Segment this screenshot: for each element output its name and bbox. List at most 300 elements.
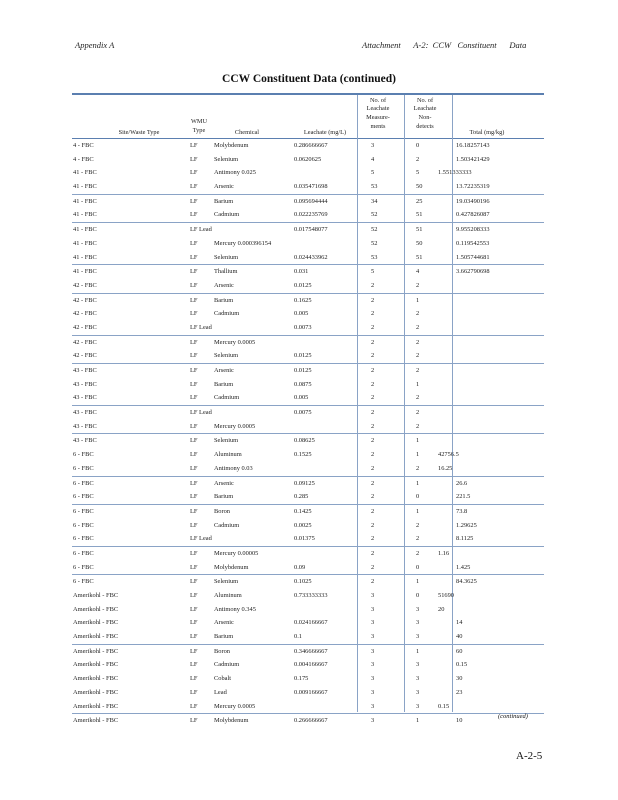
table-row	[72, 672, 544, 686]
chemical-cell: Mercury 0.00005	[214, 549, 259, 557]
nondetects-cell: 3	[416, 688, 420, 696]
leachate-cell: 0.09	[294, 563, 306, 571]
total-cell: 0.15	[438, 702, 450, 710]
measurements-cell: 3	[371, 592, 375, 599]
measurements-cell: 2	[371, 464, 375, 472]
wmu-cell: LF	[190, 702, 198, 710]
wmu-cell: LF	[190, 268, 198, 276]
wmu-cell: LF	[190, 239, 198, 247]
table-row	[72, 476, 544, 491]
leachate-cell: 0.0620625	[294, 155, 322, 163]
measurements-cell: 3	[371, 702, 375, 710]
leachate-cell: 0.266666667	[294, 717, 328, 725]
nondetects-cell: 3	[416, 633, 420, 641]
total-cell: 8.1125	[456, 535, 474, 543]
leachate-cell: 0.01375	[294, 535, 315, 543]
measurements-cell: 2	[371, 367, 375, 374]
site-cell: 42 - FBC	[73, 338, 97, 346]
table-row	[72, 519, 544, 533]
measurements-cell: 53	[371, 183, 378, 191]
wmu-cell: LF	[190, 253, 198, 261]
site-cell: Amerikohl - FBC	[73, 592, 119, 599]
nondetects-cell: 2	[416, 281, 420, 289]
nondetects-cell: 1	[416, 437, 420, 445]
wmu-cell: LF	[190, 563, 198, 571]
measurements-cell: 3	[371, 647, 375, 655]
site-cell: 6 - FBC	[73, 451, 94, 459]
leachate-cell: 0.0875	[294, 380, 312, 388]
nondetects-cell: 2	[416, 310, 420, 318]
measurements-cell: 2	[371, 323, 375, 331]
chemical-cell: Barium	[214, 493, 234, 501]
leachate-cell: 0.1025	[294, 578, 312, 586]
table-row	[72, 378, 544, 392]
table-row	[72, 713, 544, 728]
wmu-cell: LF	[190, 521, 198, 529]
measurements-cell: 2	[371, 549, 375, 557]
nondetects-cell: 3	[416, 605, 420, 613]
total-cell: 20	[438, 605, 445, 613]
site-cell: 42 - FBC	[73, 352, 97, 360]
chemical-cell: Arsenic	[214, 619, 234, 627]
measurements-cell: 2	[371, 409, 375, 417]
leachate-cell: 0.0125	[294, 352, 312, 360]
site-cell: Amerikohl - FBC	[73, 688, 119, 696]
chemical-cell: Arsenic	[214, 479, 234, 487]
site-cell: Amerikohl - FBC	[73, 647, 119, 655]
nondetects-cell: 2	[416, 549, 420, 557]
chemical-cell: Mercury 0.0005	[214, 702, 256, 710]
measurements-cell: 2	[371, 437, 375, 445]
chemical-cell: Selenium	[214, 253, 239, 261]
wmu-cell: LF	[190, 197, 198, 205]
leachate-cell: 0.031	[294, 268, 309, 276]
site-cell: Amerikohl - FBC	[73, 675, 119, 683]
site-cell: 6 - FBC	[73, 507, 94, 515]
measurements-cell: 2	[371, 479, 375, 487]
chemical-cell: Arsenic	[214, 281, 234, 289]
site-cell: 43 - FBC	[73, 380, 97, 388]
total-cell: 13.72235319	[456, 183, 490, 191]
table-row	[72, 546, 544, 561]
total-cell: 9.955208333	[456, 226, 490, 234]
wmu-cell: LF	[190, 211, 198, 219]
site-cell: 41 - FBC	[73, 253, 97, 261]
total-cell: 1.425	[456, 563, 471, 571]
nondetects-cell: 2	[416, 409, 420, 417]
col-nondetects-header-line3: Non-	[418, 114, 432, 121]
wmu-cell: LF Lead	[190, 409, 212, 417]
measurements-cell: 2	[371, 563, 375, 571]
total-cell: 1.503421429	[456, 155, 490, 163]
table-row	[72, 293, 544, 308]
table-row	[72, 194, 544, 209]
measurements-cell: 3	[371, 633, 375, 641]
table-row	[72, 264, 544, 279]
table-row	[72, 603, 544, 617]
total-cell: 1.29625	[456, 521, 477, 529]
chemical-cell: Barium	[214, 197, 234, 205]
table-row	[72, 251, 544, 265]
nondetects-cell: 51	[416, 253, 423, 261]
nondetects-cell: 1	[416, 578, 420, 586]
nondetects-cell: 4	[416, 268, 420, 276]
total-cell: 3.662790698	[456, 268, 490, 276]
table-row	[72, 504, 544, 519]
measurements-cell: 2	[371, 380, 375, 388]
nondetects-cell: 2	[416, 323, 420, 331]
nondetects-cell: 2	[416, 422, 420, 430]
col-chemical-header: Chemical	[234, 129, 260, 136]
table-row	[72, 490, 544, 504]
measurements-cell: 2	[371, 338, 375, 346]
table-row	[72, 462, 544, 476]
chemical-cell: Selenium	[214, 155, 239, 163]
site-cell: 42 - FBC	[73, 296, 97, 304]
chemical-cell: Selenium	[214, 578, 239, 586]
site-cell: 6 - FBC	[73, 479, 94, 487]
measurements-cell: 5	[371, 169, 375, 177]
nondetects-cell: 5	[416, 169, 420, 177]
measurements-cell: 2	[371, 521, 375, 529]
table-row	[72, 153, 544, 167]
site-cell: Amerikohl - FBC	[73, 702, 119, 710]
total-cell: 16.25	[438, 464, 453, 472]
chemical-cell: Aluminum	[214, 592, 242, 599]
measurements-cell: 52	[371, 211, 378, 219]
leachate-cell: 0.0125	[294, 281, 312, 289]
site-cell: Amerikohl - FBC	[73, 605, 119, 613]
total-cell: 16.18257143	[456, 142, 490, 149]
total-cell: 30	[456, 675, 463, 683]
table-row	[72, 700, 544, 714]
wmu-cell: LF	[190, 169, 198, 177]
leachate-cell: 0.346666667	[294, 647, 328, 655]
wmu-cell: LF	[190, 605, 198, 613]
measurements-cell: 3	[371, 675, 375, 683]
total-cell: 221.5	[456, 493, 471, 501]
total-cell: 42756.5	[438, 451, 459, 459]
wmu-cell: LF	[190, 647, 198, 655]
nondetects-cell: 2	[416, 155, 420, 163]
col-site-header: Site/Waste Type	[118, 129, 160, 136]
site-cell: 6 - FBC	[73, 549, 94, 557]
total-cell: 73.8	[456, 507, 468, 515]
wmu-cell: LF	[190, 633, 198, 641]
chemical-cell: Cadmium	[214, 394, 240, 402]
total-cell: 19.03490196	[456, 197, 490, 205]
leachate-cell: 0.1625	[294, 296, 312, 304]
leachate-cell: 0.0073	[294, 323, 312, 331]
site-cell: 41 - FBC	[73, 183, 97, 191]
header-right: Attachment A-2: CCW Constituent Data	[362, 40, 527, 50]
wmu-cell: LF	[190, 661, 198, 669]
table-title: CCW Constituent Data (continued)	[222, 73, 396, 85]
wmu-cell: LF	[190, 338, 198, 346]
table-row	[72, 433, 544, 448]
wmu-cell: LF	[190, 675, 198, 683]
wmu-cell: LF	[190, 394, 198, 402]
measurements-cell: 2	[371, 507, 375, 515]
total-cell: 40	[456, 633, 463, 641]
measurements-cell: 3	[371, 688, 375, 696]
table-row	[72, 363, 544, 378]
col-nondetects-header-line1: No. of	[416, 97, 434, 104]
table-row	[72, 532, 544, 546]
wmu-cell: LF Lead	[190, 226, 212, 234]
col-measurements-header-line1: No. of	[369, 97, 387, 104]
measurements-cell: 3	[371, 661, 375, 669]
site-cell: 42 - FBC	[73, 323, 97, 331]
wmu-cell: LF	[190, 422, 198, 430]
measurements-cell: 2	[371, 578, 375, 586]
site-cell: 4 - FBC	[73, 142, 94, 149]
nondetects-cell: 25	[416, 197, 423, 205]
site-cell: 6 - FBC	[73, 464, 94, 472]
nondetects-cell: 50	[416, 239, 423, 247]
leachate-cell: 0.024433962	[294, 253, 328, 261]
wmu-cell: LF	[190, 464, 198, 472]
wmu-cell: LF	[190, 183, 198, 191]
measurements-cell: 3	[371, 142, 375, 149]
nondetects-cell: 2	[416, 535, 420, 543]
chemical-cell: Barium	[214, 380, 234, 388]
total-cell: 0.119542553	[456, 239, 490, 247]
site-cell: 6 - FBC	[73, 493, 94, 501]
measurements-cell: 2	[371, 296, 375, 304]
total-cell: 84.3625	[456, 578, 477, 586]
chemical-cell: Cadmium	[214, 310, 240, 318]
wmu-cell: LF Lead	[190, 323, 212, 331]
col-wmu-header-line2: Type	[192, 127, 206, 134]
leachate-cell: 0.024166667	[294, 619, 328, 627]
nondetects-cell: 3	[416, 661, 420, 669]
table-row	[72, 630, 544, 644]
chemical-cell: Cadmium	[214, 521, 240, 529]
table-row	[72, 644, 544, 659]
leachate-cell: 0.022235769	[294, 211, 328, 219]
measurements-cell: 2	[371, 451, 375, 459]
nondetects-cell: 0	[416, 142, 420, 149]
table-row	[72, 321, 544, 335]
wmu-cell: LF	[190, 619, 198, 627]
nondetects-cell: 2	[416, 464, 420, 472]
chemical-cell: Molybdenum	[214, 717, 249, 725]
measurements-cell: 2	[371, 281, 375, 289]
leachate-cell: 0.095694444	[294, 197, 328, 205]
site-cell: Amerikohl - FBC	[73, 717, 119, 725]
leachate-cell: 0.09125	[294, 479, 315, 487]
site-cell: 43 - FBC	[73, 409, 97, 417]
table-row	[72, 180, 544, 194]
wmu-cell: LF	[190, 310, 198, 318]
header-left: Appendix A	[75, 40, 115, 50]
chemical-cell: Aluminum	[214, 451, 242, 459]
continued-note: (continued)	[498, 713, 528, 720]
nondetects-cell: 2	[416, 352, 420, 360]
leachate-cell: 0.035471698	[294, 183, 328, 191]
measurements-cell: 3	[371, 717, 375, 725]
measurements-cell: 34	[371, 197, 378, 205]
measurements-cell: 2	[371, 535, 375, 543]
table-row	[72, 279, 544, 293]
col-total-header: Total (mg/kg)	[469, 129, 505, 136]
measurements-cell: 52	[371, 239, 378, 247]
chemical-cell: Molybdenum	[214, 142, 249, 149]
wmu-cell: LF	[190, 367, 198, 374]
total-cell: 10	[456, 717, 463, 725]
site-cell: 43 - FBC	[73, 367, 97, 374]
chemical-cell: Mercury 0.0005	[214, 338, 256, 346]
leachate-cell: 0.286666667	[294, 142, 328, 149]
nondetects-cell: 1	[416, 647, 420, 655]
table-row	[72, 349, 544, 363]
col-measurements-header-line4: ments	[370, 123, 386, 130]
total-cell: 14	[456, 619, 463, 627]
measurements-cell: 2	[371, 310, 375, 318]
site-cell: Amerikohl - FBC	[73, 661, 119, 669]
col-measurements-header-line2: Leachate	[366, 105, 390, 112]
nondetects-cell: 1	[416, 380, 420, 388]
measurements-cell: 4	[371, 155, 375, 163]
table-row	[72, 208, 544, 222]
nondetects-cell: 50	[416, 183, 423, 191]
total-cell: 1.16	[438, 549, 450, 557]
wmu-cell: LF	[190, 155, 198, 163]
table-row	[72, 139, 544, 153]
table-row	[72, 616, 544, 630]
leachate-cell: 0.0125	[294, 367, 312, 374]
leachate-cell: 0.1525	[294, 451, 312, 459]
table-row	[72, 237, 544, 251]
chemical-cell: Arsenic	[214, 367, 234, 374]
table-row	[72, 589, 544, 603]
leachate-cell: 0.0025	[294, 521, 312, 529]
wmu-cell: LF	[190, 437, 198, 445]
nondetects-cell: 2	[416, 338, 420, 346]
nondetects-cell: 1	[416, 717, 420, 725]
table-row	[72, 658, 544, 672]
wmu-cell: LF	[190, 578, 198, 586]
chemical-cell: Boron	[214, 507, 230, 515]
nondetects-cell: 0	[416, 592, 420, 599]
nondetects-cell: 0	[416, 563, 420, 571]
leachate-cell: 0.0075	[294, 409, 312, 417]
chemical-cell: Cadmium	[214, 211, 240, 219]
nondetects-cell: 0	[416, 493, 420, 501]
nondetects-cell: 2	[416, 521, 420, 529]
nondetects-cell: 1	[416, 296, 420, 304]
wmu-cell: LF	[190, 717, 198, 725]
nondetects-cell: 51	[416, 211, 423, 219]
leachate-cell: 0.285	[294, 493, 309, 501]
nondetects-cell: 51	[416, 226, 423, 234]
table-row	[72, 561, 544, 575]
site-cell: 6 - FBC	[73, 578, 94, 586]
nondetects-cell: 1	[416, 451, 420, 459]
leachate-cell: 0.08625	[294, 437, 315, 445]
wmu-cell: LF	[190, 592, 198, 599]
nondetects-cell: 3	[416, 675, 420, 683]
site-cell: 41 - FBC	[73, 268, 97, 276]
total-cell: 51690	[438, 592, 454, 599]
total-cell: 60	[456, 647, 463, 655]
site-cell: 43 - FBC	[73, 422, 97, 430]
table-row	[72, 420, 544, 434]
chemical-cell: Mercury 0.000396154	[214, 239, 272, 247]
table-row	[72, 448, 544, 462]
site-cell: 41 - FBC	[73, 239, 97, 247]
chemical-cell: Cobalt	[214, 675, 232, 683]
nondetects-cell: 1	[416, 507, 420, 515]
page-number: A-2-5	[516, 750, 543, 762]
wmu-cell: LF	[190, 296, 198, 304]
nondetects-cell: 1	[416, 479, 420, 487]
total-cell: 1.551333333	[438, 169, 472, 177]
table-row	[72, 405, 544, 420]
site-cell: Amerikohl - FBC	[73, 619, 119, 627]
site-cell: 43 - FBC	[73, 437, 97, 445]
wmu-cell: LF	[190, 549, 198, 557]
wmu-cell: LF	[190, 142, 198, 149]
wmu-cell: LF	[190, 451, 198, 459]
total-cell: 0.427826087	[456, 211, 490, 219]
nondetects-cell: 3	[416, 619, 420, 627]
col-wmu-header-line1: WMU	[190, 118, 208, 125]
table-row	[72, 307, 544, 321]
site-cell: 4 - FBC	[73, 155, 94, 163]
site-cell: 6 - FBC	[73, 563, 94, 571]
chemical-cell: Molybdenum	[214, 563, 249, 571]
data-table-body	[72, 139, 544, 728]
wmu-cell: LF	[190, 479, 198, 487]
site-cell: 6 - FBC	[73, 535, 94, 543]
leachate-cell: 0.004166667	[294, 661, 328, 669]
site-cell: 42 - FBC	[73, 310, 97, 318]
wmu-cell: LF	[190, 380, 198, 388]
table-row	[72, 574, 544, 589]
wmu-cell: LF	[190, 688, 198, 696]
leachate-cell: 0.175	[294, 675, 309, 683]
chemical-cell: Antimony 0.025	[214, 169, 256, 177]
wmu-cell: LF	[190, 493, 198, 501]
site-cell: Amerikohl - FBC	[73, 633, 119, 641]
table-top-rule	[72, 93, 544, 95]
measurements-cell: 3	[371, 605, 375, 613]
measurements-cell: 2	[371, 493, 375, 501]
wmu-cell: LF	[190, 507, 198, 515]
chemical-cell: Selenium	[214, 437, 239, 445]
measurements-cell: 5	[371, 268, 375, 276]
leachate-cell: 0.1425	[294, 507, 312, 515]
table-row	[72, 335, 544, 350]
leachate-cell: 0.1	[294, 633, 302, 641]
site-cell: 41 - FBC	[73, 226, 97, 234]
leachate-cell: 0.005	[294, 394, 309, 402]
chemical-cell: Boron	[214, 647, 230, 655]
chemical-cell: Lead	[214, 688, 227, 696]
site-cell: 41 - FBC	[73, 169, 97, 177]
col-measurements-header-line3: Measure-	[366, 114, 390, 121]
chemical-cell: Arsenic	[214, 183, 234, 191]
measurements-cell: 52	[371, 226, 378, 234]
leachate-cell: 0.017548077	[294, 226, 328, 234]
wmu-cell: LF Lead	[190, 535, 212, 543]
table-row	[72, 391, 544, 405]
nondetects-cell: 2	[416, 394, 420, 402]
col-nondetects-header-line4: detects	[416, 123, 434, 130]
chemical-cell: Cadmium	[214, 661, 240, 669]
